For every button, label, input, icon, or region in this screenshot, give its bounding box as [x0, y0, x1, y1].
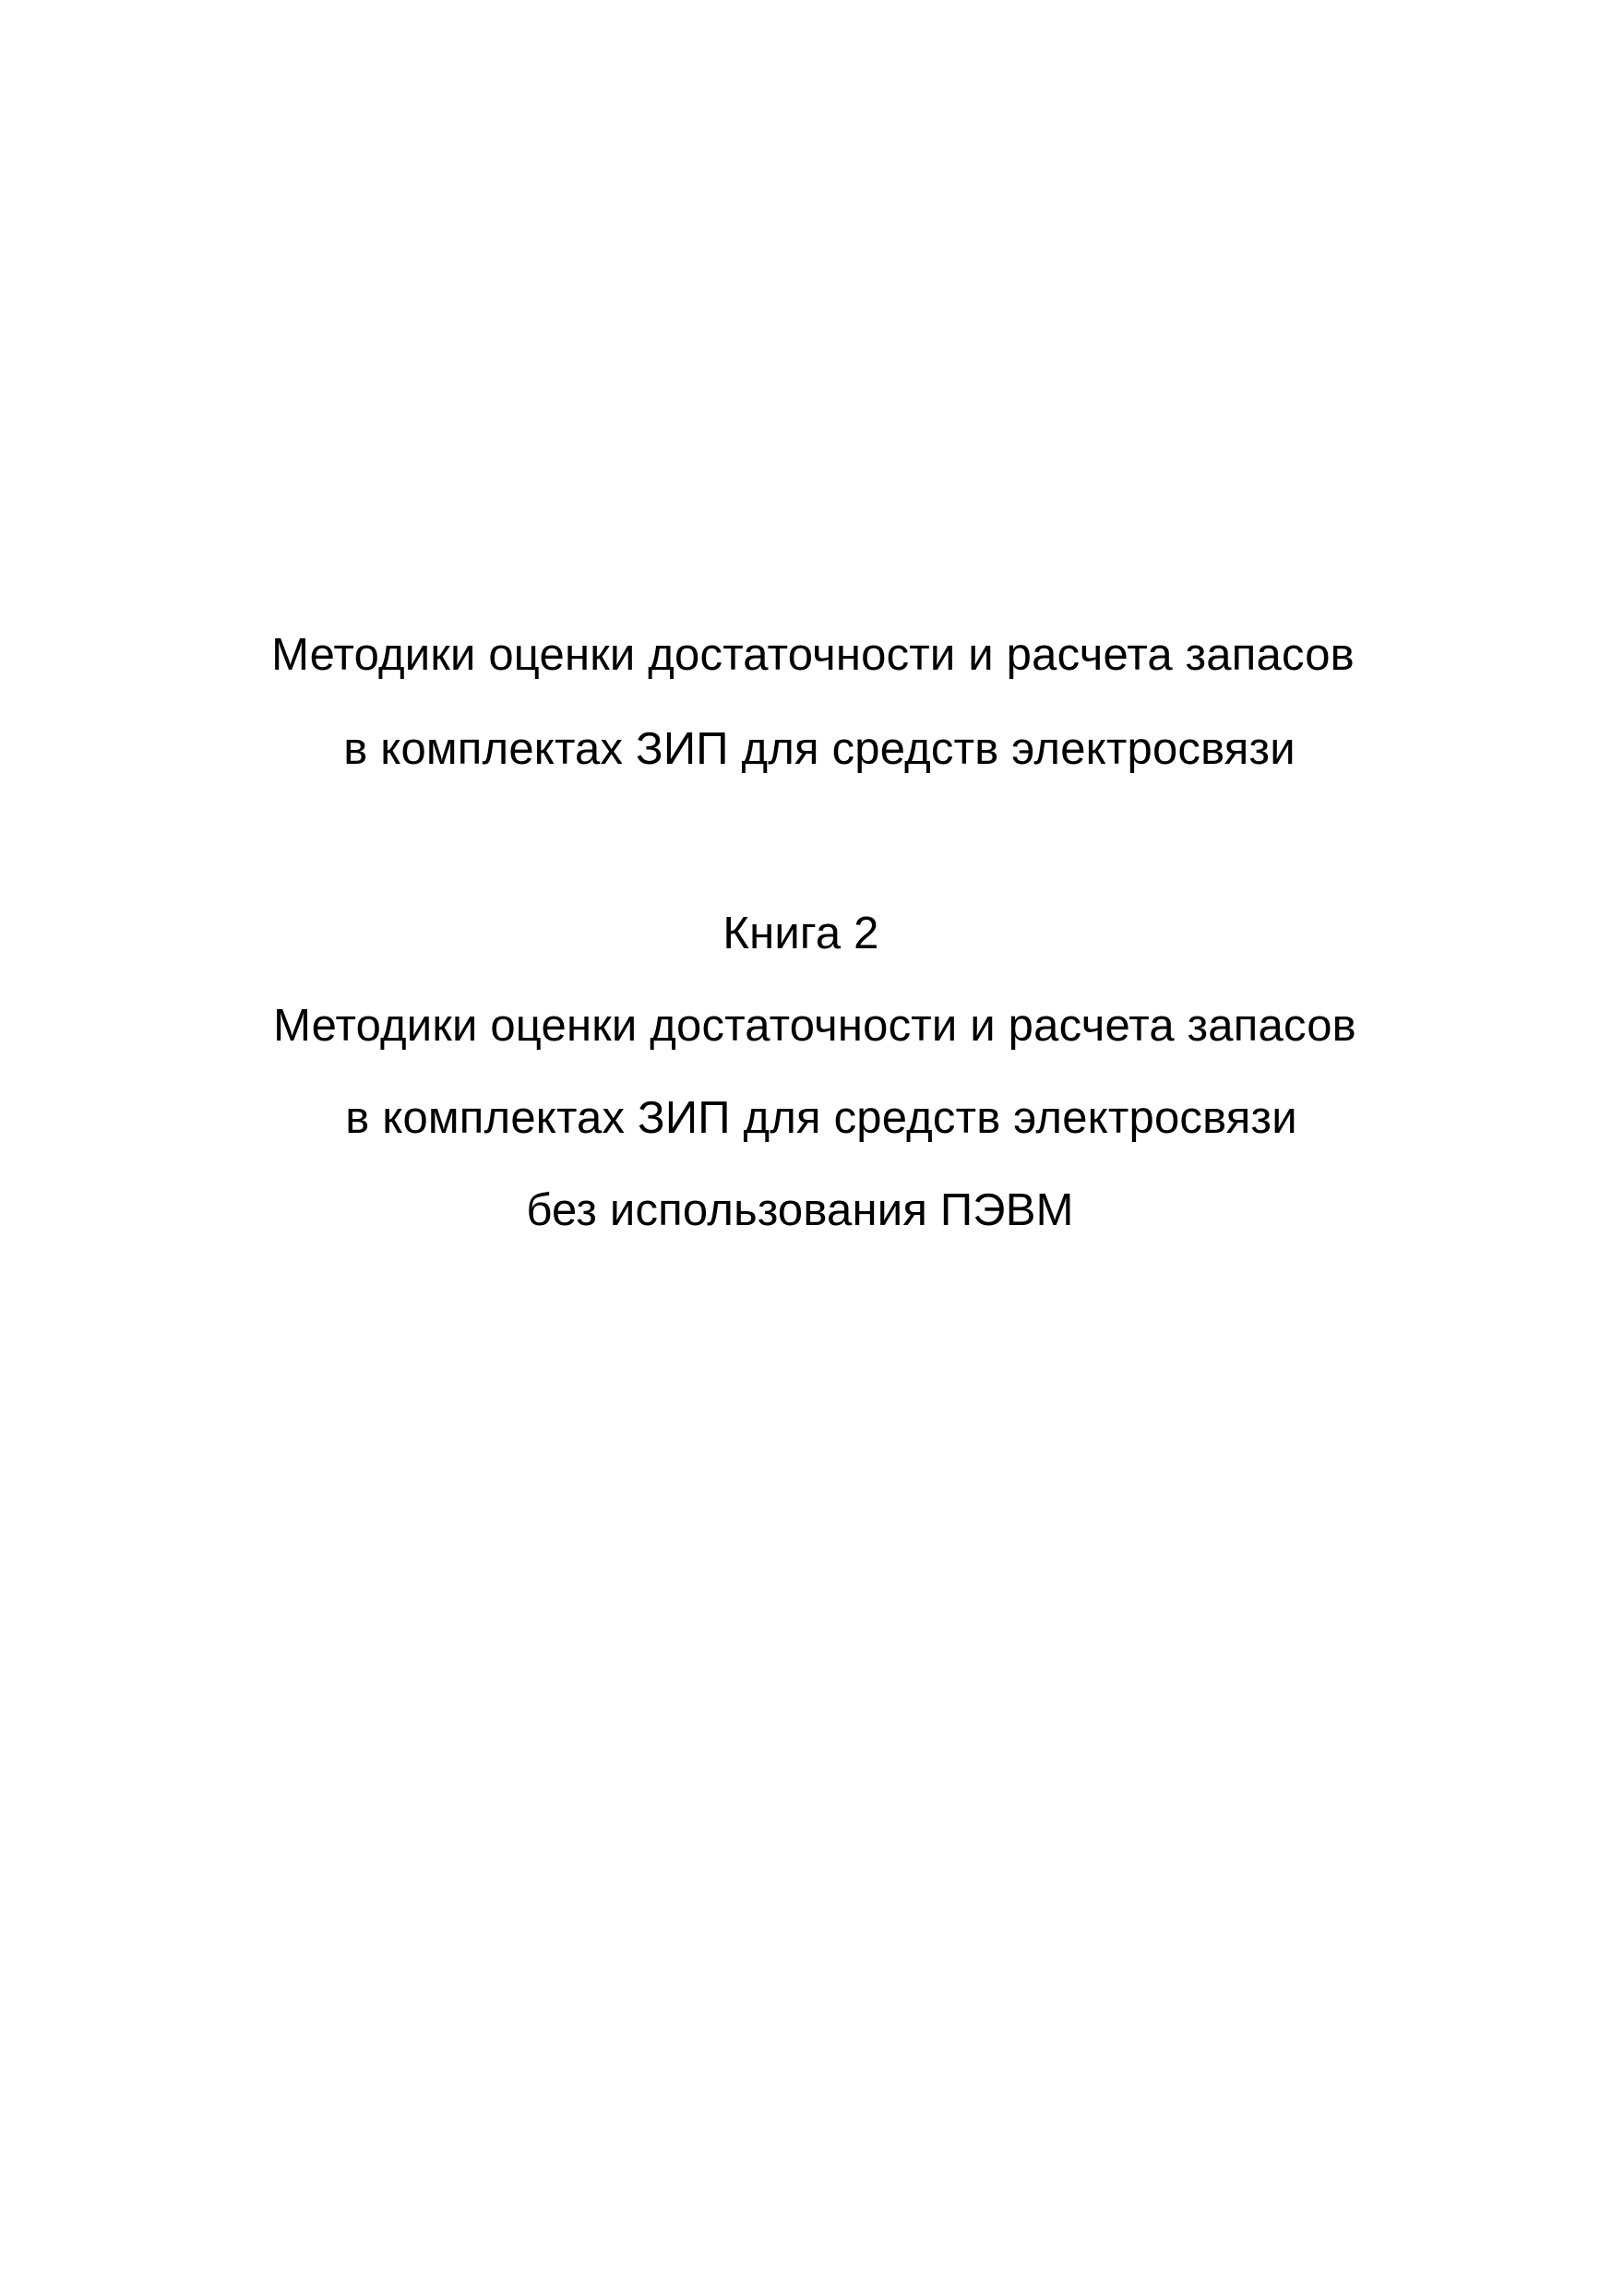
book-number: Книга 2 [722, 909, 879, 958]
book-subtitle-line-2: в комплектах ЗИП для средств электросвязи [345, 1093, 1297, 1143]
book-subtitle-line-3: без использования ПЭВМ [526, 1185, 1074, 1235]
book-subtitle-line-1: Методики оценки достаточности и расчета запасов [273, 1001, 1356, 1051]
main-title-line-2: в комплектах ЗИП для средств электросвязи [343, 724, 1296, 774]
main-title-line-1: Методики оценки достаточности и расчета запасов [271, 630, 1355, 680]
